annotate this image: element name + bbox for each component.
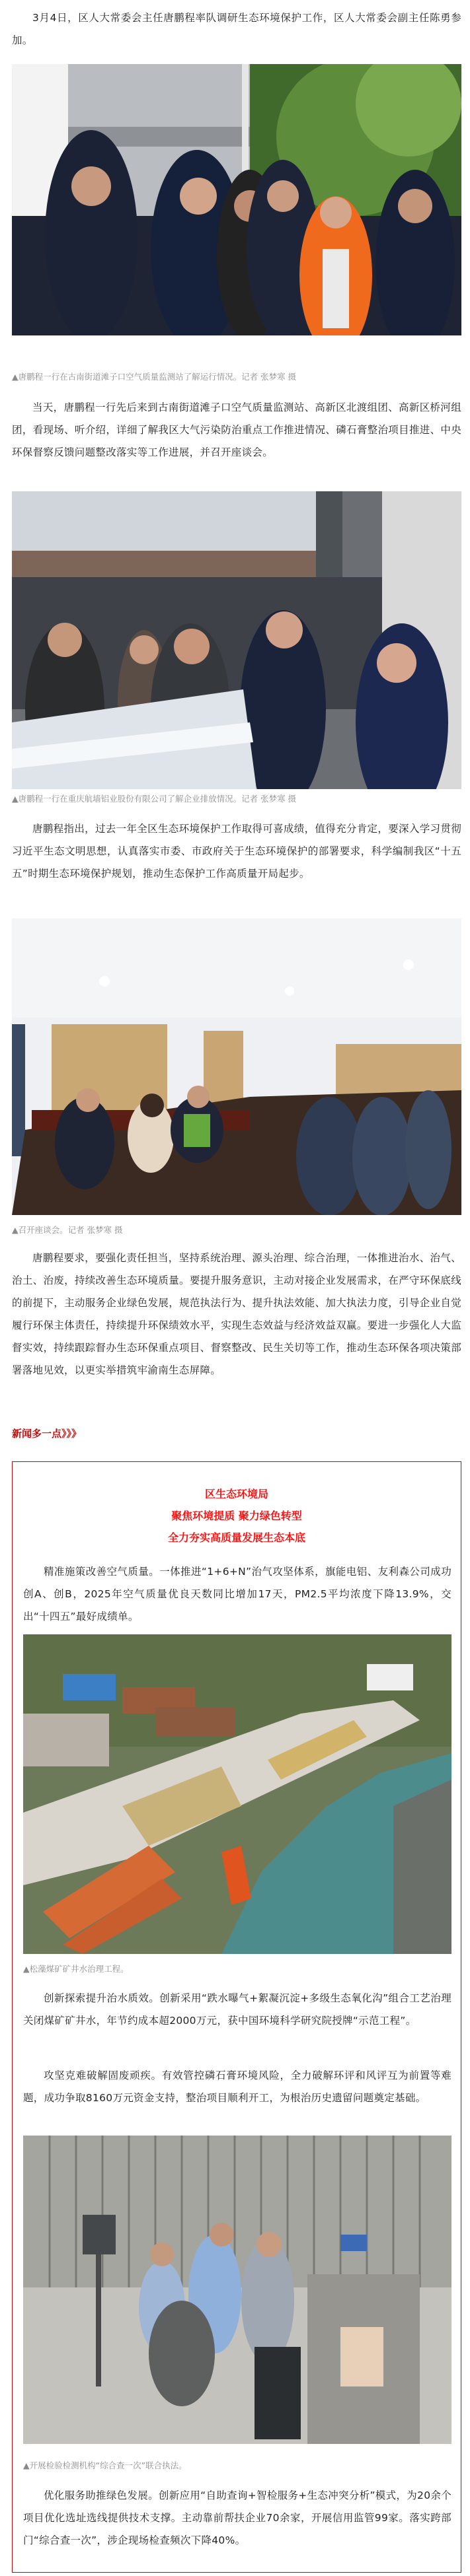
box-heading-tagline: 全力夯实高质量发展生态本底 <box>167 1531 305 1544</box>
intro-paragraph: 3月4日，区人大常委会主任唐鹏程率队调研生态环境保护工作，区人大常委会副主任陈勇参加。 <box>12 12 461 46</box>
body-paragraph: 唐鹏程指出，过去一年全区生态环境保护工作取得可喜成绩，值得充分肯定，要深入学习贯彻习近平生态文明思想，认真落实市委、市政府关于生态环境保护的部署要求，科学编制我区“十五五”时期生态环境保护规划，推动生态保护工作高质量开局起步。 <box>12 823 461 880</box>
photo-caption: ▲松藻煤矿矿井水治理工程。 <box>23 1964 129 1974</box>
photo-caption: ▲开展检验检测机构“综合查一次”联合执法。 <box>23 2460 187 2470</box>
photo-caption: ▲唐鹏程一行在重庆航墙铝业股份有限公司了解企业排放情况。记者 张梦寒 摄 <box>12 794 297 804</box>
box-paragraph: 精准施策改善空气质量。一体推进“1+6+N”治气攻坚体系，旗能电铝、友利森公司成功创A、创B，2025年空气质量优良天数同比增加17天，PM2.5平均浓度下降13.9%，交出“十四五”最好成绩单。 <box>23 1566 451 1622</box>
photo-caption: ▲唐鹏程一行在古南街道滩子口空气质量监测站了解运行情况。记者 张梦寒 摄 <box>12 372 297 382</box>
photo-officials-outdoor <box>12 64 461 335</box>
box-heading-department: 区生态环境局 <box>204 1488 268 1500</box>
photo-meeting-room <box>12 919 461 1215</box>
photo-mine-water-treatment <box>23 1634 451 1954</box>
box-heading-subtitle: 聚焦环境提质 聚力绿色转型 <box>171 1510 302 1522</box>
box-paragraph: 创新探索提升治水质效。创新采用“跌水曝气+絮凝沉淀+多级生态氧化沟”组合工艺治理关闭煤矿矿井水，年节约成本超2000万元，获中国环境科学研究院授牌“示范工程”。 <box>23 1992 451 2027</box>
photo-caption: ▲召开座谈会。记者 张梦寒 摄 <box>12 1225 123 1235</box>
photo-joint-inspection <box>23 2136 451 2444</box>
photo-mine-water-treatment-icon <box>23 1634 451 1954</box>
body-paragraph: 当天，唐鹏程一行先后来到古南街道滩子口空气质量监测站、高新区北渡组团、高新区桥河组团，看现场、听介绍，详细了解我区大气污染防治重点工作推进情况、磷石膏整治项目推进、中央环保督察反馈问题整改落实等工作进展，并召开座谈会。 <box>12 401 461 458</box>
photo-officials-outdoor-icon <box>12 64 461 335</box>
box-paragraph: 优化服务助推绿色发展。创新应用“自助查询+智检服务+生态冲突分析”模式，为20余个项目优化选址选线提供技术支撑。主动靠前帮扶企业70余家，开展信用监管99家。落实跨部门“综合查一次”，涉企现场检查频次下降40%。 <box>23 2489 451 2546</box>
photo-joint-inspection-icon <box>23 2136 451 2444</box>
body-paragraph: 唐鹏程要求，要强化责任担当，坚持系统治理、源头治理、综合治理，一体推进治水、治气、治土、治废，持续改善生态环境质量。要提升服务意识，主动对接企业发展需求，在严守环保底线的前提下，主动服务企业绿色发展，规范执法行为、提升执法效能、加大执法力度，引导企业自觉履行环保主体责任，持续提升环保绩效水平，实现生态效益与经济效益双赢。要进一步强化人大监督实效，持续跟踪督办生态环保重点项目、督察整改、民生关切等工作，推动生态环保各项决策部署落地见效，以更实举措筑牢渝南生态屏障。 <box>12 1252 461 1376</box>
photo-factory-visit <box>12 491 461 789</box>
ecology-bureau-box <box>12 1461 461 2573</box>
photo-meeting-room-icon <box>12 919 461 1215</box>
photo-factory-visit-icon <box>12 491 461 789</box>
news-more-link[interactable]: 新闻多一点》》》 <box>12 1428 82 1440</box>
box-paragraph: 攻坚克难破解固废顽疾。有效管控磷石膏环境风险，全力破解环评和风评互为前置等难题，成功争取8160万元资金支持，整治项目顺利开工，为根治历史遗留问题奠定基础。 <box>23 2070 451 2104</box>
